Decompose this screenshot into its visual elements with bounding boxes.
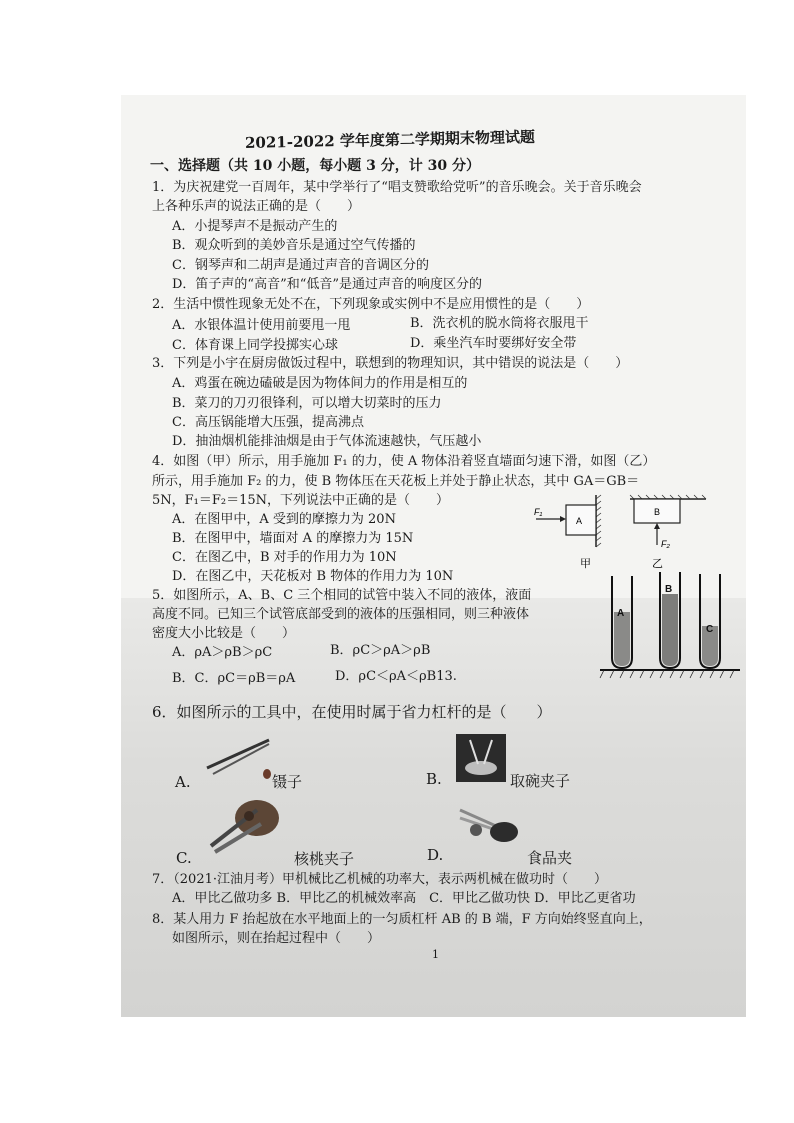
q1-option-a: A．小提琴声不是振动产生的 xyxy=(172,219,338,234)
q6-option-b-name: 取碗夹子 xyxy=(510,772,571,790)
bowl-clip-image xyxy=(456,734,506,782)
fig-jia-label: 甲 xyxy=(580,558,591,570)
q4-stem-line1: 4．如图（甲）所示，用手施加 F₁ 的力，使 A 物体沿着竖直墙面匀速下滑，如图（乙） xyxy=(152,454,656,469)
q5-option-a: A．ρA＞ρB＞ρC xyxy=(172,645,273,660)
q2-option-b: B．洗衣机的脱水筒将衣服甩干 xyxy=(410,316,589,331)
q5-stem-line2: 高度不同。已知三个试管底部受到的液体的压强相同，则三种液体 xyxy=(152,607,530,622)
tube-b-label: B xyxy=(665,584,673,595)
q6-option-b-letter: B. xyxy=(426,770,442,788)
section-heading: 一、选择题（共 10 小题，每小题 3 分，计 30 分） xyxy=(150,158,480,174)
q3-option-c: C．高压锅能增大压强，提高沸点 xyxy=(172,415,364,430)
q5-option-c: B．C．ρC＝ρB＝ρA xyxy=(172,671,296,686)
force-f1-label: F₁ xyxy=(534,507,543,517)
q4-stem-line2: 所示，用手施加 F₂ 的力，使 B 物体压在天花板上并处于静止状态，其中 GA＝GB＝ xyxy=(152,474,640,489)
q3-option-d: D．抽油烟机能排油烟是由于气体流速越快，气压越小 xyxy=(172,434,482,449)
q1-stem-line2: 上各种乐声的说法正确的是（ ） xyxy=(152,199,361,214)
fig-yi-label: 乙 xyxy=(652,558,663,570)
q2-option-d: D．乘坐汽车时要绑好安全带 xyxy=(410,336,577,351)
test-tube-a xyxy=(612,576,632,668)
block-a-label: A xyxy=(576,516,583,526)
q4-figure-jia xyxy=(534,495,601,570)
q1-stem-line1: 1．为庆祝建党一百周年，某中学举行了“唱支赞歌给党听”的音乐晚会。关于音乐晚会 xyxy=(152,180,642,195)
walnut-cracker-image xyxy=(205,796,285,856)
q5-option-d: D．ρC＜ρA＜ρB13. xyxy=(335,669,457,684)
q5-test-tubes-figure xyxy=(600,570,740,685)
q4-figure xyxy=(530,495,730,575)
q4-option-a: A．在图甲中，A 受到的摩擦力为 20N xyxy=(172,512,396,527)
q6-stem: 6．如图所示的工具中，在使用时属于省力杠杆的是（ ） xyxy=(152,703,552,721)
q4-stem-line3: 5N，F₁＝F₂＝15N，下列说法中正确的是（ ） xyxy=(152,493,450,508)
q8-stem-line2: 如图所示，则在抬起过程中（ ） xyxy=(172,931,381,946)
q1-option-b: B．观众听到的美妙音乐是通过空气传播的 xyxy=(172,238,416,253)
q7-options: A．甲比乙做功多 B．甲比乙的机械效率高 C．甲比乙做功快 D．甲比乙更省功 xyxy=(172,891,636,906)
q4-option-d: D．在图乙中，天花板对 B 物体的作用力为 10N xyxy=(172,569,454,584)
q7-stem: 7．（2021·江油月考）甲机械比乙机械的功率大，表示两机械在做功时（ ） xyxy=(152,872,607,887)
q1-option-d: D．笛子声的“高音”和“低音”是通过声音的响度区分的 xyxy=(172,277,483,292)
q4-option-c: C．在图乙中，B 对手的作用力为 10N xyxy=(172,550,397,565)
food-tongs-image xyxy=(456,800,521,850)
q4-option-b: B．在图甲中，墙面对 A 的摩擦力为 15N xyxy=(172,531,414,546)
q6-option-c-letter: C. xyxy=(176,849,192,867)
q6-option-a-name: 镊子 xyxy=(272,773,303,791)
exam-title: 2021-2022 学年度第二学期期末物理试题 xyxy=(244,127,536,152)
q2-option-c: C．体育课上同学投掷实心球 xyxy=(172,338,338,353)
test-tube-c xyxy=(700,574,720,668)
q5-stem-line3: 密度大小比较是（ ） xyxy=(152,626,296,641)
block-b-label: B xyxy=(654,507,661,517)
q3-option-b: B．菜刀的刀刃很锋利，可以增大切菜时的压力 xyxy=(172,396,442,411)
q3-stem: 3．下列是小宇在厨房做饭过程中，联想到的物理知识，其中错误的说法是（ ） xyxy=(152,356,629,371)
tube-c-label: C xyxy=(706,624,714,635)
tube-a-label: A xyxy=(617,608,625,619)
q5-stem-line1: 5．如图所示，A、B、C 三个相同的试管中装入不同的液体，液面 xyxy=(152,588,532,603)
q6-option-c-name: 核桃夹子 xyxy=(294,850,355,868)
q6-option-d-name: 食品夹 xyxy=(527,849,573,867)
tweezers-image xyxy=(205,738,275,782)
q1-option-c: C．钢琴声和二胡声是通过声音的音调区分的 xyxy=(172,258,429,273)
force-f2-label: F₂ xyxy=(661,539,670,549)
q2-option-a: A．水银体温计使用前要甩一甩 xyxy=(172,318,351,333)
q2-stem: 2．生活中惯性现象无处不在，下列现象或实例中不是应用惯性的是（ ） xyxy=(152,297,590,312)
q6-option-d-letter: D. xyxy=(427,846,444,864)
q5-option-b: B．ρC＞ρA＞ρB xyxy=(330,643,431,658)
test-tube-b xyxy=(660,572,680,668)
q6-option-a-letter: A. xyxy=(175,773,191,791)
q3-option-a: A．鸡蛋在碗边磕破是因为物体间力的作用是相互的 xyxy=(172,376,468,391)
q4-figure-yi xyxy=(630,495,706,570)
page-number: 1 xyxy=(432,948,439,961)
q8-stem-line1: 8．某人用力 F 抬起放在水平地面上的一匀质杠杆 AB 的 B 端，F 方向始终竖直向上， xyxy=(152,912,652,927)
